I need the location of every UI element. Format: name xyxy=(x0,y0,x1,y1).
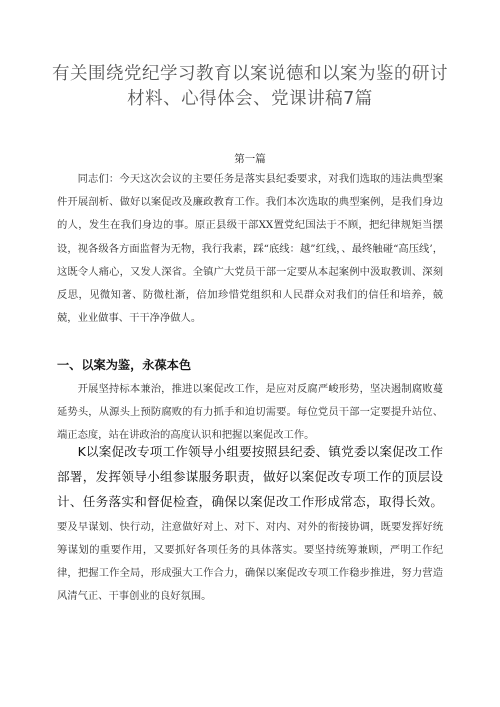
section-heading-1: 一、以案为鉴，永葆本色 xyxy=(57,358,192,372)
paragraph-2: 开展坚持标本兼治，推进以案促改工作，是应对反腐严峻形势，坚决遏制腐败蔓延势头，从源头上预防腐败的有力抓手和迫切需要。每位党员干部一定要提升站位、端正态度，站在讲政治的高度认识和把握以案促改工作。 xyxy=(57,383,443,442)
paragraph-intro: 同志们：今天这次会议的主要任务是落实县纪委要求，对我们选取的违法典型案件开展剖析、做好以案促改及廉政教育工作。我们本次选取的典型案例，是我们身边的人，发生在我们身边的事。原正县级干部XX置党纪国法于不顾，把纪律规矩当摆设，视各级各方面监督为无物，我行我素，踩“底线：越”红线，、最终触碰“高压线’，这既令人痛心，又发人深省。全镇广大党员干部一定要从本起案例中汲取教训、深刻反思，见微知著、防微杜渐，倍加珍惜党组织和人民群众对我们的信任和培养，兢兢，业业做事、干干净净做人。 xyxy=(57,173,443,325)
document-title xyxy=(40,62,460,112)
title-line-1: 有关围绕党纪学习教育以案说德和以案为鉴的研讨 xyxy=(52,64,448,84)
section-label: 第一篇 xyxy=(234,153,266,165)
paragraph-3-rest: 要及早谋划、快行动，注意做好对上、对下、对内、对外的衔接协调，既要发挥好统筹谋划的重要作用，又要抓好各项任务的具体落实。要坚持统筹兼顾，严明工作纪律，把握工作全局，形成强大工作合力，确保以案促改专项工作稳步推进，努力营造风清气正、干事创业的良好氛围。 xyxy=(57,520,443,603)
title-line-2: 材料、心得体会、党课讲稿7篇 xyxy=(127,89,373,109)
paragraph-3 xyxy=(57,440,443,608)
paragraph-3-lead: K以案促改专项工作领导小组要按照县纪委、镇党委以案促改工作部署，发挥领导小组参谋服务职责，做好以案促改专项工作的顶层设计、任务落实和督促检查，确保以案促改工作形成常态，取得长效。 xyxy=(57,444,443,510)
